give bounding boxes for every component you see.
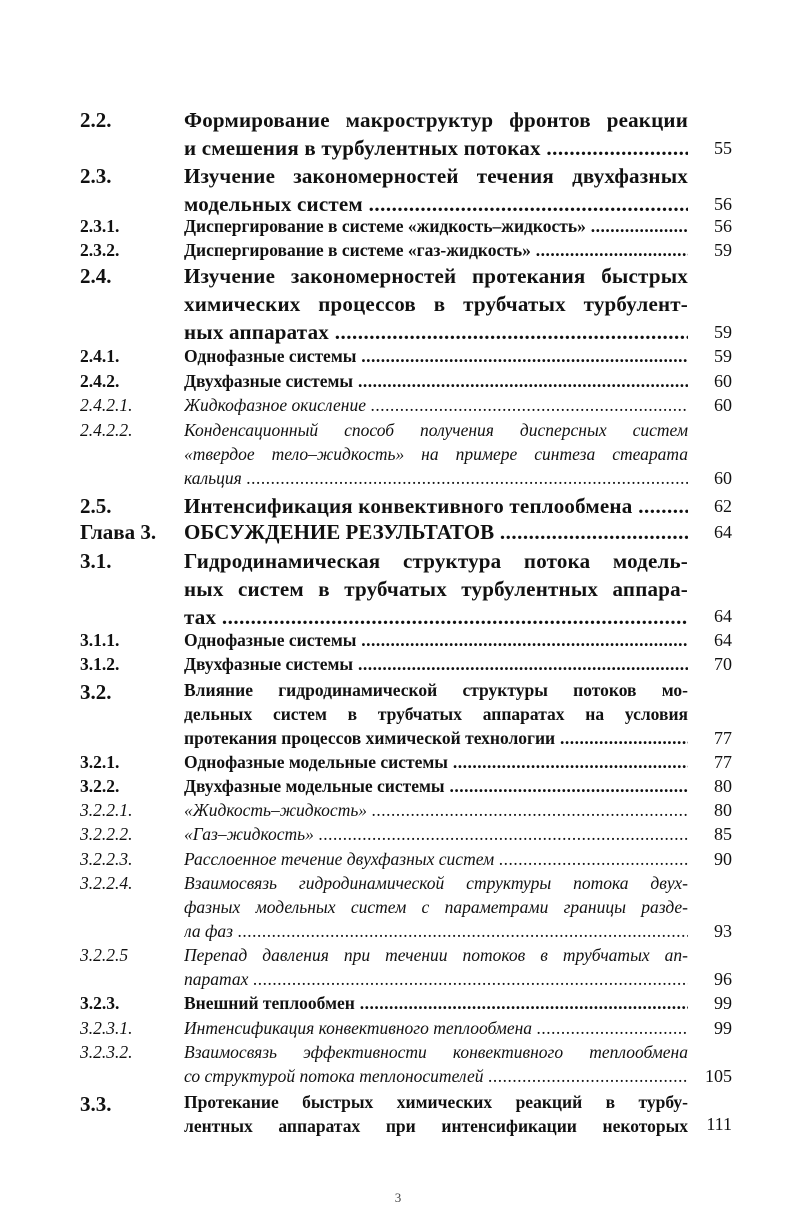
entry-title-line: ных систем в трубчатых турбулентных аппара- <box>184 577 688 601</box>
entry-number: 3.2.2.2. <box>80 824 133 844</box>
entry-title-line: Изучение закономерностей протекания быстрых <box>184 264 688 288</box>
entry-title-line: Изучение закономерностей течения двухфазных <box>184 164 688 188</box>
entry-page-number: 77 <box>714 752 732 772</box>
entry-number: 3.2.2.1. <box>80 800 133 820</box>
entry-number: 2.2. <box>80 108 112 132</box>
entry-title-line: дельных систем в трубчатых аппаратах на условия <box>184 704 688 724</box>
entry-page-number: 93 <box>714 921 732 941</box>
entry-title-line: Однофазные модельные системы ..... <box>184 752 688 773</box>
entry-number: 2.4.1. <box>80 346 120 366</box>
entry-number: 2.4. <box>80 264 112 288</box>
entry-page-number: 85 <box>714 824 732 844</box>
entry-page-number: 60 <box>714 371 732 391</box>
entry-number: 3.2.2.3. <box>80 849 133 869</box>
entry-page-number: 99 <box>714 1018 732 1038</box>
entry-number: 2.5. <box>80 494 112 518</box>
entry-title-line: кальция ..... <box>184 468 688 489</box>
entry-title-line: Диспергирование в системе «газ-жидкость» ..... <box>184 240 688 261</box>
entry-title-line: Внешний теплообмен ..... <box>184 993 688 1014</box>
entry-title-line: ных аппаратах ..... <box>184 320 688 345</box>
entry-title-line: фазных модельных систем с параметрами границы разде- <box>184 897 688 917</box>
entry-page-number: 55 <box>714 138 732 158</box>
entry-number: 2.3.2. <box>80 240 120 260</box>
entry-number: 2.4.2. <box>80 371 120 391</box>
entry-number: 3.2.3.2. <box>80 1042 133 1062</box>
entry-title-line: протекания процессов химической технологии ..... <box>184 728 688 749</box>
entry-title-line: «Жидкость–жидкость» ..... <box>184 800 688 821</box>
entry-title-line: Формирование макроструктур фронтов реакции <box>184 108 688 132</box>
entry-title-line: тах ..... <box>184 605 688 630</box>
entry-page-number: 111 <box>706 1114 732 1134</box>
entry-number: 3.3. <box>80 1092 112 1116</box>
entry-title-line: Протекание быстрых химических реакций в турбу- <box>184 1092 688 1112</box>
entry-number: 2.4.2.2. <box>80 420 133 440</box>
entry-number: 3.1. <box>80 549 112 573</box>
entry-page-number: 70 <box>714 654 732 674</box>
entry-title-line: Двухфазные модельные системы ..... <box>184 776 688 797</box>
entry-page-number: 96 <box>714 969 732 989</box>
entry-number: 3.1.1. <box>80 630 120 650</box>
entry-title-line: паратах ..... <box>184 969 688 990</box>
entry-page-number: 90 <box>714 849 732 869</box>
entry-title-line: ОБСУЖДЕНИЕ РЕЗУЛЬТАТОВ ..... <box>184 520 688 545</box>
entry-page-number: 80 <box>714 800 732 820</box>
entry-title-line: Однофазные системы ..... <box>184 630 688 651</box>
entry-number: Глава 3. <box>80 520 157 544</box>
entry-title-line: «Газ–жидкость» ..... <box>184 824 688 845</box>
entry-number: 3.2.2.4. <box>80 873 133 893</box>
entry-title-line: Диспергирование в системе «жидкость–жидкость» ..... <box>184 216 688 237</box>
entry-page-number: 80 <box>714 776 732 796</box>
entry-title-line: ла фаз ..... <box>184 921 688 942</box>
entry-page-number: 56 <box>714 216 732 236</box>
entry-number: 3.2.1. <box>80 752 120 772</box>
entry-title-line: Однофазные системы ..... <box>184 346 688 367</box>
entry-page-number: 105 <box>705 1066 732 1086</box>
entry-title-line: Влияние гидродинамической структуры потоков мо- <box>184 680 688 700</box>
entry-title-line: лентных аппаратах при интенсификации некоторых <box>184 1116 688 1136</box>
entry-title-line: «твердое тело–жидкость» на примере синтеза стеарата <box>184 444 688 464</box>
entry-title-line: Интенсификация конвективного теплообмена ..... <box>184 1018 688 1039</box>
entry-number: 2.4.2.1. <box>80 395 133 415</box>
entry-page-number: 60 <box>714 468 732 488</box>
entry-title-line: Перепад давления при течении потоков в трубчатых ап- <box>184 945 688 965</box>
entry-title-line: Конденсационный способ получения дисперсных систем <box>184 420 688 440</box>
entry-number: 3.1.2. <box>80 654 120 674</box>
entry-page-number: 56 <box>714 194 732 214</box>
entry-number: 3.2.2. <box>80 776 120 796</box>
entry-title-line: Взаимосвязь эффективности конвективного теплообмена <box>184 1042 688 1062</box>
entry-title-line: Гидродинамическая структура потока модель- <box>184 549 688 573</box>
entry-page-number: 64 <box>714 630 732 650</box>
entry-page-number: 64 <box>714 522 732 542</box>
entry-number: 3.2.3.1. <box>80 1018 133 1038</box>
entry-title-line: Расслоенное течение двухфазных систем ..... <box>184 849 688 870</box>
entry-title-line: со структурой потока теплоносителей ..... <box>184 1066 688 1087</box>
entry-title-line: Интенсификация конвективного теплообмена ..... <box>184 494 688 519</box>
entry-page-number: 59 <box>714 240 732 260</box>
entry-page-number: 60 <box>714 395 732 415</box>
entry-title-line: Двухфазные системы ..... <box>184 371 688 392</box>
entry-title-line: Жидкофазное окисление ..... <box>184 395 688 416</box>
entry-title-line: модельных систем ..... <box>184 192 688 217</box>
entry-number: 2.3. <box>80 164 112 188</box>
entry-number: 3.2.3. <box>80 993 120 1013</box>
entry-page-number: 62 <box>714 496 732 516</box>
entry-title-line: Двухфазные системы ..... <box>184 654 688 675</box>
entry-page-number: 64 <box>714 606 732 626</box>
entry-title-line: Взаимосвязь гидродинамической структуры потока двух- <box>184 873 688 893</box>
entry-page-number: 77 <box>714 728 732 748</box>
entry-number: 3.2. <box>80 680 112 704</box>
entry-page-number: 59 <box>714 346 732 366</box>
entry-title-line: химических процессов в трубчатых турбулент- <box>184 292 688 316</box>
entry-page-number: 99 <box>714 993 732 1013</box>
entry-number: 2.3.1. <box>80 216 120 236</box>
entry-title-line: и смешения в турбулентных потоках ..... <box>184 136 688 161</box>
page-footer-number: 3 <box>394 1190 402 1205</box>
entry-number: 3.2.2.5 <box>80 945 129 965</box>
entry-page-number: 59 <box>714 322 732 342</box>
